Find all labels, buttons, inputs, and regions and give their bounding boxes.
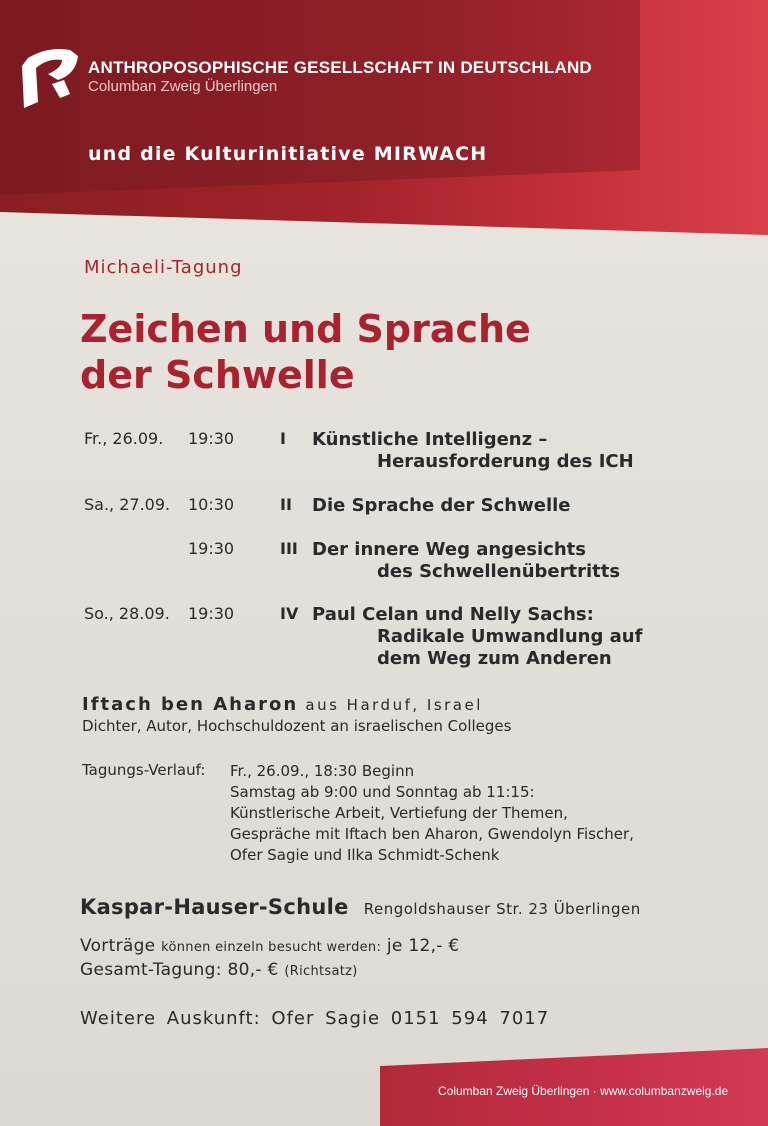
lecture-price-value: je 12,- € — [386, 936, 460, 956]
schedule-time: 19:30 — [188, 604, 235, 623]
lecture-number: I — [280, 429, 286, 448]
lecture-title-line: des Schwellenübertritts — [377, 561, 621, 582]
venue-address: Rengoldshauser Str. 23 Überlingen — [363, 900, 641, 918]
event-kicker: Michaeli-Tagung — [84, 257, 243, 278]
program-line: Fr., 26.09., 18:30 Beginn — [230, 762, 415, 780]
program-line: Gespräche mit Iftach ben Aharon, Gwendolyn Fischer, — [230, 825, 634, 843]
lecture-price-line — [80, 936, 460, 956]
program-details — [230, 761, 730, 866]
schedule-date: Sa., 27.09. — [84, 495, 171, 514]
title-line-1: Zeichen und Sprache — [80, 307, 531, 351]
program-label: Tagungs-Verlauf: — [82, 761, 206, 779]
lecture-title-line: Paul Celan und Nelly Sachs: — [312, 604, 594, 625]
co-organizer: und die Kulturinitiative MIRWACH — [88, 143, 488, 165]
full-conference-price-line — [80, 960, 358, 980]
event-title — [80, 306, 680, 398]
society-logo-icon — [18, 44, 80, 110]
lecture-price-label: Vorträge — [80, 936, 156, 956]
lecture-price-note: können einzeln besucht werden: — [161, 940, 382, 955]
organization-branch: Columban Zweig Überlingen — [88, 78, 278, 95]
venue-line — [80, 895, 641, 919]
lecture-title-line: Herausforderung des ICH — [377, 451, 634, 472]
contact-info: Weitere Auskunft: Ofer Sagie 0151 594 7017 — [80, 1008, 550, 1029]
footer-website: Columban Zweig Überlingen · www.columbanzweig.de — [438, 1084, 729, 1098]
lecture-number: IV — [280, 604, 299, 623]
schedule-date: Fr., 26.09. — [84, 429, 164, 448]
lecture-title-line: dem Weg zum Anderen — [377, 648, 612, 669]
title-line-2: der Schwelle — [80, 353, 355, 397]
speaker-line — [82, 694, 483, 715]
speaker-origin: aus Harduf, Israel — [305, 696, 483, 714]
program-line: Künstlerische Arbeit, Vertiefung der Themen, — [230, 804, 568, 822]
schedule-time: 10:30 — [188, 495, 235, 514]
lecture-title-line: Künstliche Intelligenz – — [312, 429, 548, 450]
lecture-title — [312, 539, 752, 583]
speaker-name: Iftach ben Aharon — [82, 694, 299, 715]
lecture-number: II — [280, 495, 292, 514]
lecture-title — [312, 429, 752, 473]
schedule-time: 19:30 — [188, 429, 235, 448]
program-line: Ofer Sagie und Ilka Schmidt-Schenk — [230, 846, 500, 864]
lecture-title-line: Die Sprache der Schwelle — [312, 495, 571, 516]
full-conference-price: Gesamt-Tagung: 80,- € — [80, 960, 279, 980]
lecture-number: III — [280, 539, 298, 558]
lecture-title — [312, 495, 752, 517]
full-conference-price-note: (Richtsatz) — [284, 964, 358, 979]
lecture-title — [312, 604, 752, 670]
schedule-date: So., 28.09. — [84, 604, 170, 623]
speaker-description: Dichter, Autor, Hochschuldozent an israelischen Colleges — [82, 717, 512, 735]
lecture-title-line: Der innere Weg angesichts — [312, 539, 586, 560]
organization-name: ANTHROPOSOPHISCHE GESELLSCHAFT IN DEUTSCHLAND — [88, 58, 592, 77]
program-line: Samstag ab 9:00 und Sonntag ab 11:15: — [230, 783, 535, 801]
venue-name: Kaspar-Hauser-Schule — [80, 895, 349, 919]
schedule-time: 19:30 — [188, 539, 235, 558]
lecture-title-line: Radikale Umwandlung auf — [377, 626, 643, 647]
